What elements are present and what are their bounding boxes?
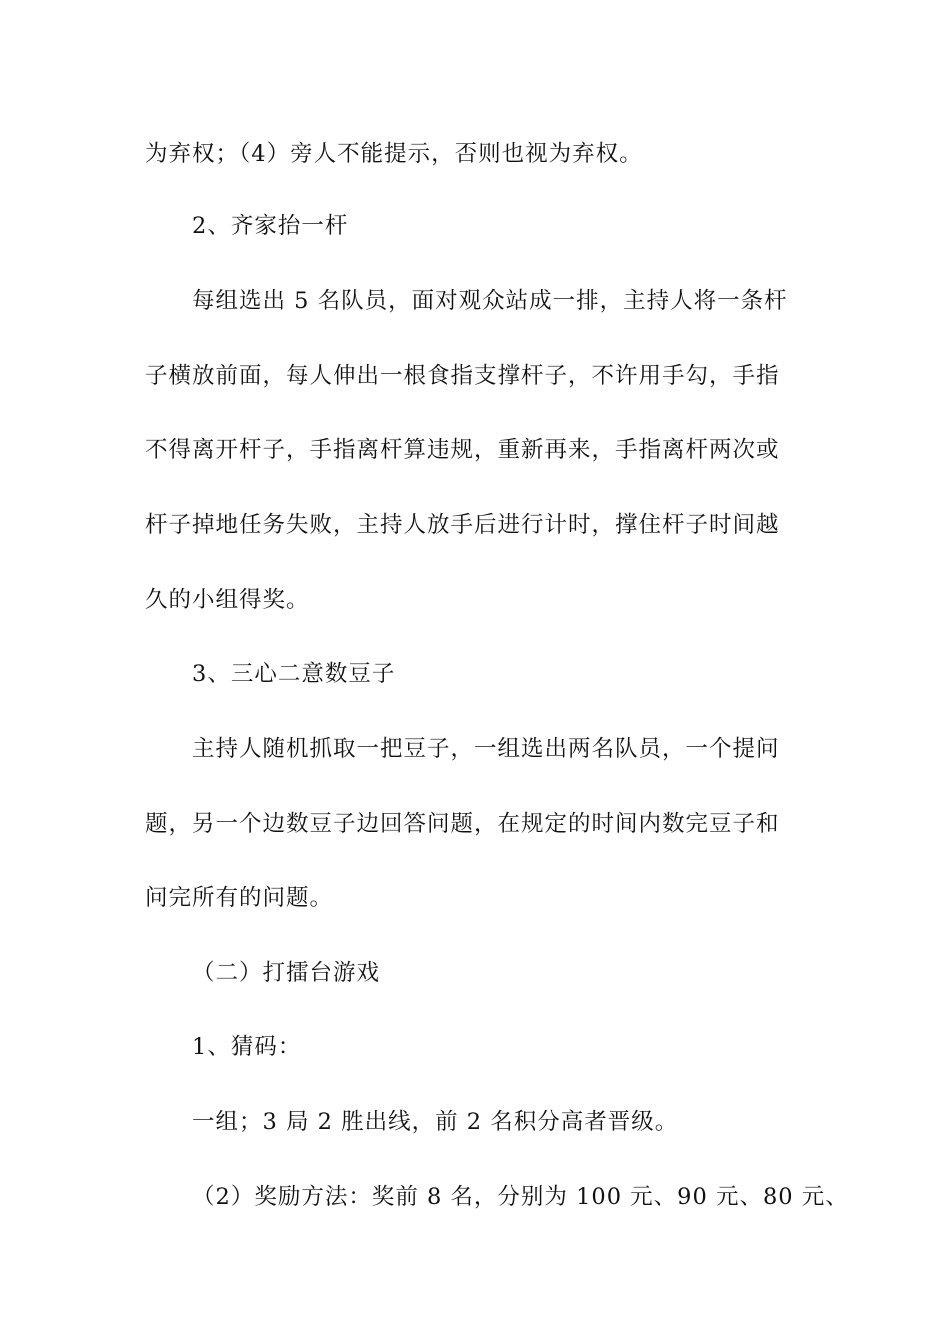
paragraph-line: 题，另一个边数豆子边回答问题，在规定的时间内数完豆子和 xyxy=(145,811,780,837)
paragraph-line: 主持人随机抓取一把豆子，一组选出两名队员，一个提问 xyxy=(192,736,780,762)
paragraph-line: 子横放前面，每人伸出一根食指支撑杆子，不许用手勾，手指 xyxy=(145,363,780,389)
paragraph-line: 杆子掉地任务失败，主持人放手后进行计时，撑住杆子时间越 xyxy=(145,512,780,538)
paragraph-line: （2）奖励方法：奖前 8 名，分别为 100 元、90 元、80 元、 xyxy=(192,1184,849,1210)
section-heading-part-2: （二）打擂台游戏 xyxy=(192,960,381,986)
paragraph-line: 问完所有的问题。 xyxy=(145,885,334,911)
paragraph-line-continuation: 为弃权；（4）旁人不能提示，否则也视为弃权。 xyxy=(145,141,643,167)
paragraph-line: 一组；3 局 2 胜出线，前 2 名积分高者晋级。 xyxy=(192,1109,679,1135)
paragraph-line: 久的小组得奖。 xyxy=(145,587,310,613)
paragraph-line: 不得离开杆子，手指离杆算违规，重新再来，手指离杆两次或 xyxy=(145,437,780,463)
paragraph-line: 每组选出 5 名队员，面对观众站成一排，主持人将一条杆 xyxy=(192,288,788,314)
section-heading-2: 2、齐家抬一杆 xyxy=(192,213,349,239)
section-heading-3: 3、三心二意数豆子 xyxy=(192,661,396,687)
subsection-heading-1: 1、猜码： xyxy=(192,1034,302,1060)
